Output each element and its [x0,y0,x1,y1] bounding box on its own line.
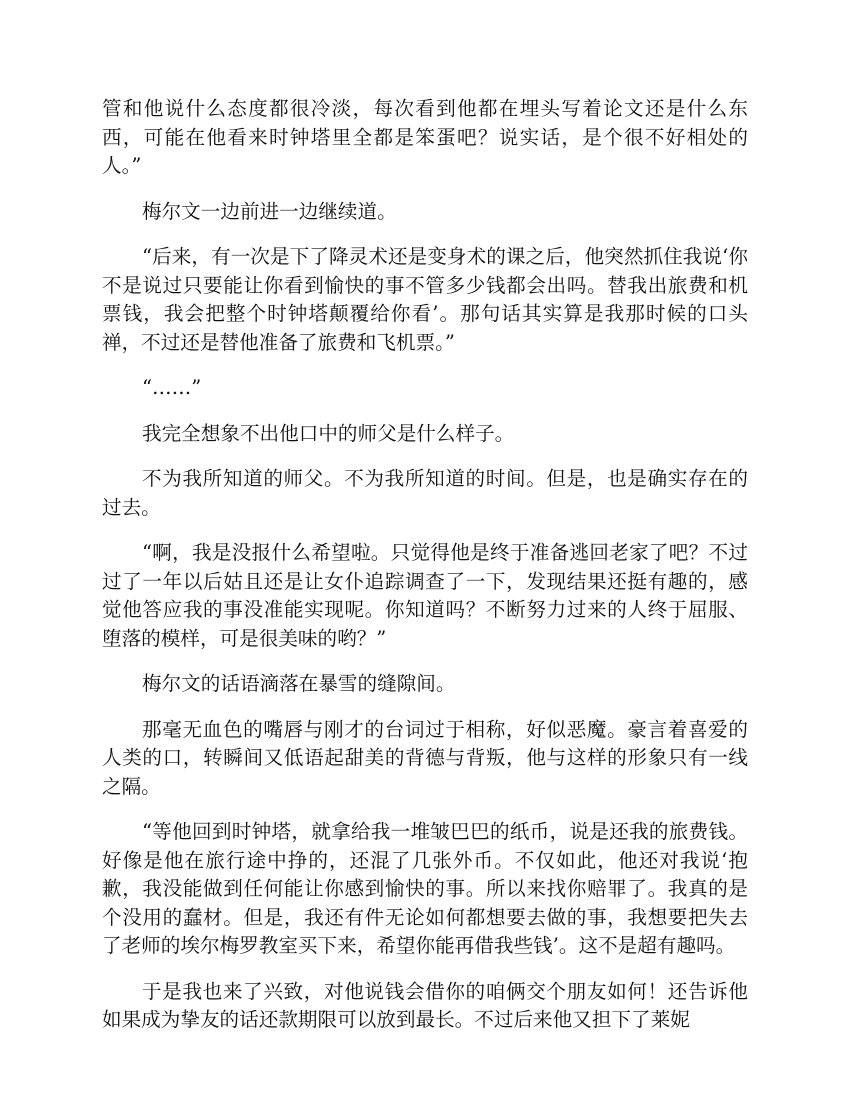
paragraph-7: “啊，我是没报什么希望啦。只觉得他是终于准备逃回老家了吧？不过过了一年以后姑且还是让女仆追踪调查了一下，发现结果还挺有趣的，感觉他答应我的事没准能实现呢。你知道吗？不断努力过来的人终于屈服、堕落的模样，可是很美味的哟？” [102,541,748,650]
paragraph-9: 那毫无血色的嘴唇与刚才的台词过于相称，好似恶魔。豪言着喜爱的人类的口，转瞬间又低语起甜美的背德与背叛，他与这样的形象只有一线之隔。 [102,717,748,798]
paragraph-11: 于是我也来了兴致，对他说钱会借你的咱俩交个朋友如何！还告诉他如果成为挚友的话还款期限可以放到最长。不过后来他又担下了莱妮 [102,979,748,1031]
paragraph-2: 梅尔文一边前进一边继续道。 [142,199,397,223]
paragraph-6: 不为我所知道的师父。不为我所知道的时间。但是，也是确实存在的过去。 [102,467,748,519]
paragraph-4: “……” [142,376,202,399]
paragraph-8: 梅尔文的话语滴落在暴雪的缝隙间。 [142,672,456,695]
novel-text-body [102,95,748,1052]
paragraph-5: 我完全想象不出他口中的师父是什么样子。 [142,421,515,445]
paragraph-1: 管和他说什么态度都很冷淡，每次看到他都在埋头写着论文还是什么东西，可能在他看来时钟塔里全都是笨蛋吧？说实话，是个很不好相处的人。” [102,97,748,177]
paragraph-3: “后来，有一次是下了降灵术还是变身术的课之后，他突然抓住我说‘你不是说过只要能让你看到愉快的事不管多少钱都会出吗。替我出旅费和机票钱，我会把整个时钟塔颠覆给你看’。那句话其实算是我那时候的口头禅，不过还是替他准备了旅费和飞机票。” [102,245,748,354]
paragraph-10: “等他回到时钟塔，就拿给我一堆皱巴巴的纸币，说是还我的旅费钱。好像是他在旅行途中挣的，还混了几张外币。不仅如此，他还对我说‘抱歉，我没能做到任何能让你感到愉快的事。所以来找你赔罪了。我真的是个没用的蠢材。但是，我还有件无论如何都想要去做的事，我想要把失去了老师的埃尔梅罗教室买下来，希望你能再借我些钱’。这不是超有趣吗。 [102,820,748,957]
